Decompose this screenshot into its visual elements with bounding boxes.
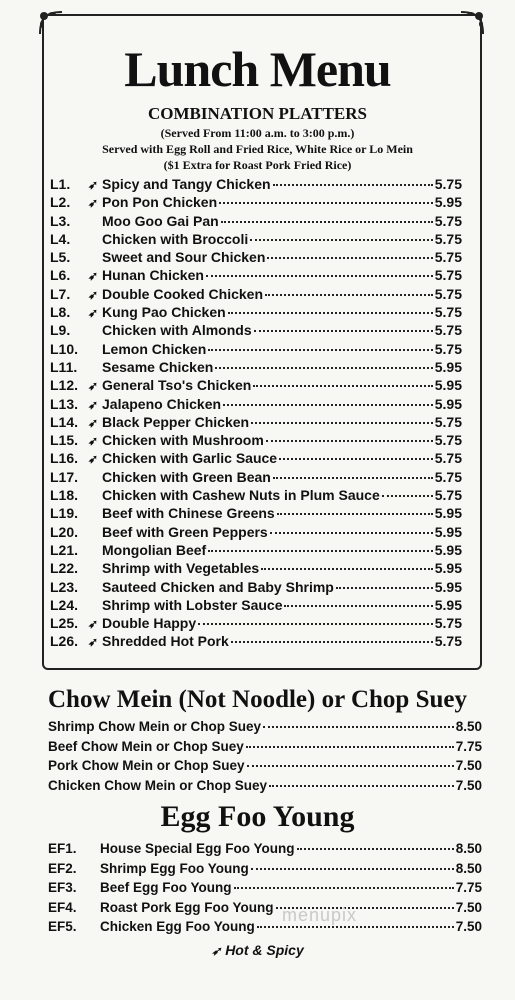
menu-item-row — [50, 487, 462, 505]
chili-pepper-icon: ➶ — [87, 452, 99, 467]
item-name: Spicy and Tangy Chicken — [102, 176, 271, 192]
dot-leader — [228, 312, 433, 314]
menu-item-row — [50, 450, 462, 468]
item-price: 5.75 — [434, 468, 462, 485]
menu-item-row — [50, 194, 462, 212]
item-number: L20. — [50, 523, 79, 540]
item-name: Sauteed Chicken and Baby Shrimp — [102, 578, 334, 595]
item-name: Lemon Chicken — [102, 340, 207, 357]
dot-leader — [257, 926, 454, 928]
item-price: 5.75 — [434, 212, 462, 229]
item-number: L10. — [50, 340, 79, 357]
menu-item-row — [48, 841, 482, 861]
item-number: L4. — [50, 230, 71, 247]
item-price: 5.75 — [434, 267, 462, 284]
item-price: 5.95 — [434, 578, 462, 595]
item-price: 5.75 — [434, 322, 462, 339]
item-number: L16. — [50, 450, 79, 467]
item-name: Pon Pon Chicken — [102, 194, 218, 211]
chili-pepper-icon: ➶ — [87, 415, 99, 430]
item-price: 5.75 — [434, 285, 462, 302]
item-number: L15. — [50, 432, 79, 449]
item-name: Sesame Chicken — [102, 358, 214, 375]
menu-title: Lunch Menu — [124, 41, 391, 97]
menu-item-row — [50, 432, 462, 450]
item-price: 5.95 — [434, 596, 462, 613]
menu-item-row — [50, 414, 462, 432]
item-name: Jalapeno Chicken — [102, 395, 222, 412]
item-name: Moo Goo Gai Pan — [102, 212, 219, 229]
item-number: L21. — [50, 541, 79, 558]
item-name: Pork Chow Mein or Chop Suey — [48, 758, 245, 773]
item-number: L19. — [50, 505, 79, 522]
menu-item-row — [48, 719, 482, 739]
served-hours-note: (Served From 11:00 a.m. to 3:00 p.m.) — [160, 126, 355, 140]
dot-leader — [336, 587, 433, 589]
item-price: 7.50 — [455, 758, 482, 773]
egg-foo-young-title: Egg Foo Young — [160, 800, 355, 833]
item-number: L1. — [50, 176, 71, 192]
chili-pepper-icon: ➶ — [87, 434, 99, 449]
item-number: L12. — [50, 377, 79, 394]
item-price: 5.75 — [434, 176, 462, 192]
item-price: 8.50 — [455, 860, 482, 876]
chili-pepper-icon: ➶ — [87, 635, 99, 650]
menu-item-row — [50, 249, 462, 267]
item-number: L7. — [50, 285, 71, 302]
menu-item-row — [50, 304, 462, 322]
item-name: House Special Egg Foo Young — [100, 841, 295, 856]
item-price: 7.50 — [455, 899, 482, 915]
item-number: L18. — [50, 487, 79, 504]
item-number: L22. — [50, 560, 79, 577]
dot-leader — [273, 477, 433, 479]
chili-pepper-icon: ➶ — [211, 944, 222, 958]
ornament-top-right-icon — [457, 8, 487, 38]
item-price: 5.95 — [434, 358, 462, 375]
item-name: Roast Pork Egg Foo Young — [100, 899, 274, 915]
item-name: Chicken with Cashew Nuts in Plum Sauce — [102, 487, 380, 504]
spicy-legend — [0, 942, 515, 958]
extra-charge-note: ($1 Extra for Roast Pork Fried Rice) — [163, 158, 352, 172]
menu-item-row — [48, 758, 482, 778]
menu-item-row — [50, 579, 462, 597]
item-name: Chicken with Garlic Sauce — [102, 450, 278, 467]
item-name: Shrimp with Vegetables — [102, 560, 260, 577]
menu-item-row — [50, 615, 462, 633]
item-name: Chicken Chow Mein or Chop Suey — [48, 777, 268, 793]
menu-item-row — [50, 267, 462, 285]
dot-leader — [206, 275, 433, 277]
menu-item-row — [50, 542, 462, 560]
dot-leader — [223, 404, 433, 406]
menu-item-row — [48, 900, 482, 920]
dot-leader — [270, 532, 433, 534]
item-price: 5.95 — [434, 194, 462, 211]
menu-item-row — [50, 505, 462, 523]
menu-item-row — [48, 880, 482, 900]
egg-foo-young-list — [48, 841, 482, 939]
item-price: 5.75 — [434, 413, 462, 430]
dot-leader — [265, 294, 433, 296]
dot-leader — [246, 746, 454, 748]
menu-item-row — [50, 213, 462, 231]
item-name: Chicken with Almonds — [102, 322, 252, 339]
menu-item-row — [50, 524, 462, 542]
dot-leader — [198, 623, 433, 625]
chili-pepper-icon: ➶ — [87, 269, 99, 284]
item-name: Black Pepper Chicken — [102, 413, 250, 430]
item-name: Beef with Chinese Greens — [102, 505, 275, 522]
item-price: 7.50 — [455, 777, 482, 793]
menu-item-row — [50, 377, 462, 395]
item-name: Beef Egg Foo Young — [100, 880, 232, 895]
dot-leader — [267, 257, 432, 259]
dot-leader — [277, 513, 433, 515]
chili-pepper-icon: ➶ — [87, 287, 99, 302]
item-number: L24. — [50, 596, 79, 613]
dot-leader — [273, 184, 433, 186]
item-price: 5.95 — [434, 395, 462, 412]
item-number: L17. — [50, 468, 79, 485]
menu-item-row — [50, 469, 462, 487]
item-number: L23. — [50, 578, 79, 595]
item-name: Shrimp Egg Foo Young — [100, 860, 249, 876]
item-price: 5.95 — [434, 560, 462, 577]
menu-item-row — [50, 396, 462, 414]
menu-item-row — [50, 341, 462, 359]
chili-pepper-icon: ➶ — [87, 178, 99, 192]
dot-leader — [266, 440, 433, 442]
item-number: L2. — [50, 194, 71, 211]
item-number: EF4. — [48, 899, 77, 915]
item-number: L8. — [50, 304, 71, 321]
item-price: 5.95 — [434, 523, 462, 540]
item-price: 5.75 — [434, 487, 462, 504]
dot-leader — [382, 495, 433, 497]
item-number: L9. — [50, 322, 71, 339]
dot-leader — [269, 785, 454, 787]
item-price: 7.75 — [455, 880, 482, 895]
item-number: L26. — [50, 633, 79, 650]
menu-item-row — [50, 231, 462, 249]
lunch-item-list — [50, 176, 462, 652]
item-number: EF1. — [48, 841, 77, 856]
dot-leader — [254, 330, 433, 332]
item-number: L13. — [50, 395, 79, 412]
dot-leader — [208, 550, 433, 552]
item-number: L14. — [50, 413, 79, 430]
dot-leader — [251, 422, 433, 424]
item-price: 5.75 — [434, 230, 462, 247]
item-name: Sweet and Sour Chicken — [102, 249, 266, 266]
item-number: L5. — [50, 249, 71, 266]
dot-leader — [221, 221, 433, 223]
item-price: 5.95 — [434, 541, 462, 558]
menu-item-row — [48, 919, 482, 939]
item-number: EF5. — [48, 919, 77, 934]
item-price: 5.75 — [434, 304, 462, 321]
item-number: L3. — [50, 212, 71, 229]
item-price: 5.75 — [434, 615, 462, 632]
dot-leader — [279, 458, 433, 460]
item-name: Hunan Chicken — [102, 267, 204, 284]
dot-leader — [263, 726, 454, 728]
item-price: 5.75 — [434, 340, 462, 357]
served-with-note: Served with Egg Roll and Fried Rice, White Rice or Lo Mein — [102, 142, 413, 156]
menu-item-row — [50, 633, 462, 651]
dot-leader — [208, 349, 433, 351]
item-name: Chicken with Broccoli — [102, 230, 249, 247]
section-subtitle: COMBINATION PLATTERS — [148, 104, 367, 123]
item-price: 5.75 — [434, 432, 462, 449]
item-number: L25. — [50, 615, 79, 632]
chili-pepper-icon: ➶ — [87, 306, 99, 321]
item-name: Double Happy — [102, 615, 197, 632]
item-price: 8.50 — [455, 841, 482, 856]
dot-leader — [219, 202, 433, 204]
item-name: General Tso's Chicken — [102, 377, 252, 394]
dot-leader — [231, 641, 433, 643]
dot-leader — [284, 605, 432, 607]
ornament-top-left-icon — [36, 8, 66, 38]
item-number: L6. — [50, 267, 71, 284]
menu-item-row — [50, 359, 462, 377]
item-name: Double Cooked Chicken — [102, 285, 264, 302]
item-name: Chicken with Mushroom — [102, 432, 264, 449]
menu-item-row — [48, 861, 482, 881]
item-name: Shredded Hot Pork — [102, 633, 229, 650]
menu-item-row — [48, 778, 482, 798]
chili-pepper-icon: ➶ — [87, 196, 99, 211]
menu-item-row — [50, 176, 462, 194]
item-number: EF2. — [48, 860, 77, 876]
item-number: L11. — [50, 358, 78, 375]
item-name: Chicken Egg Foo Young — [100, 919, 255, 934]
dot-leader — [251, 868, 454, 870]
menu-item-row — [50, 560, 462, 578]
dot-leader — [234, 887, 454, 889]
chow-mein-list — [48, 719, 482, 797]
item-name: Shrimp with Lobster Sauce — [102, 596, 283, 613]
item-price: 5.75 — [434, 450, 462, 467]
watermark: menupix — [282, 905, 358, 925]
dot-leader — [297, 848, 454, 850]
menu-item-row — [50, 286, 462, 304]
menu-item-row — [50, 597, 462, 615]
item-name: Beef with Green Peppers — [102, 523, 268, 540]
item-number: EF3. — [48, 880, 77, 895]
item-name: Mongolian Beef — [102, 541, 207, 558]
item-price: 5.75 — [434, 249, 462, 266]
item-price: 5.75 — [434, 633, 462, 650]
item-name: Shrimp Chow Mein or Chop Suey — [48, 719, 262, 734]
item-name: Chicken with Green Bean — [102, 468, 271, 485]
item-price: 7.50 — [455, 919, 482, 934]
chili-pepper-icon: ➶ — [87, 379, 99, 394]
item-price: 5.95 — [434, 505, 462, 522]
item-price: 8.50 — [455, 719, 482, 734]
dot-leader — [215, 367, 432, 369]
dot-leader — [253, 385, 432, 387]
item-name: Beef Chow Mein or Chop Suey — [48, 738, 244, 754]
chili-pepper-icon: ➶ — [87, 397, 99, 412]
dot-leader — [247, 765, 454, 767]
menu-item-row — [50, 322, 462, 340]
chili-pepper-icon: ➶ — [87, 617, 99, 632]
item-price: 5.95 — [434, 377, 462, 394]
dot-leader — [261, 568, 433, 570]
dot-leader — [250, 239, 433, 241]
legend-label: Hot & Spicy — [225, 942, 304, 958]
item-price: 7.75 — [455, 738, 482, 754]
menu-item-row — [48, 739, 482, 759]
chow-mein-title: Chow Mein (Not Noodle) or Chop Suey — [48, 686, 467, 713]
item-name: Kung Pao Chicken — [102, 304, 226, 321]
